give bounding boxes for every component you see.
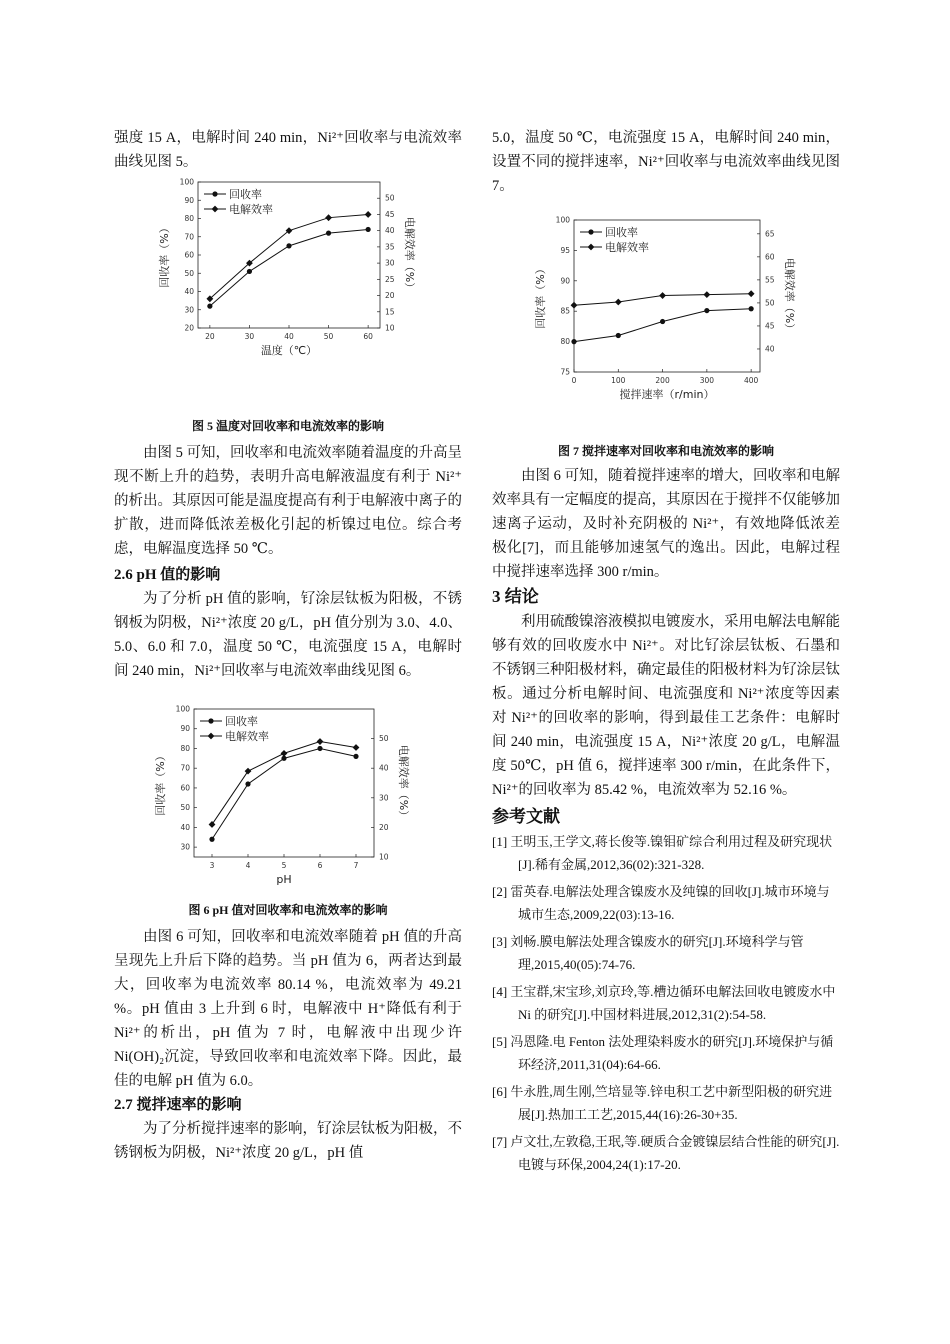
legend-label: 回收率 <box>229 188 262 201</box>
legend-marker <box>588 229 593 234</box>
data-point <box>615 299 622 306</box>
fig6-caption: 图 6 pH 值对回收率和电流效率的影响 <box>188 903 388 917</box>
y2-tick-label: 30 <box>379 793 389 803</box>
series-line-recovery <box>212 748 356 839</box>
y2-tick-label: 60 <box>765 252 775 262</box>
y-axis-label: 回收率（%） <box>158 222 171 288</box>
x-tick-label: 6 <box>317 861 323 870</box>
data-point <box>748 290 755 297</box>
data-point <box>749 306 754 311</box>
y2-tick-label: 50 <box>385 193 395 203</box>
y-tick-label: 80 <box>180 743 190 753</box>
references-list <box>492 830 840 1176</box>
x-tick-label: 20 <box>205 332 215 341</box>
fig5-caption: 图 5 温度对回收率和电流效率的影响 <box>191 419 384 433</box>
heading-3-conclusion: 3 结论 <box>492 587 539 606</box>
data-point <box>616 333 621 338</box>
data-point <box>317 746 322 751</box>
legend-marker <box>212 206 219 213</box>
plot-frame <box>198 182 380 328</box>
data-point <box>317 738 324 745</box>
x-axis-label: 温度（℃） <box>260 344 318 357</box>
y-tick-label: 95 <box>560 245 570 255</box>
heading-2-6: 2.6 pH 值的影响 <box>114 567 221 583</box>
heading-2-7: 2.7 搅拌速率的影响 <box>114 1097 242 1113</box>
para-right-0: 5.0，温度 50 ℃，电流强度 15 A，电解时间 240 min，设置不同的搅拌速率，Ni²⁺回收率与电流效率曲线见图 7。 <box>492 130 840 194</box>
y2-tick-label: 35 <box>385 242 395 252</box>
y-tick-label: 60 <box>180 783 190 793</box>
x-tick-label: 4 <box>245 861 251 870</box>
data-point <box>286 243 291 248</box>
y-tick-label: 90 <box>560 276 570 286</box>
x-tick-label: 40 <box>284 332 294 341</box>
y2-axis-label: 电解效率（%） <box>783 257 796 335</box>
data-point <box>366 227 371 232</box>
y2-tick-label: 50 <box>379 734 389 744</box>
legend-label: 电解效率 <box>229 203 273 216</box>
para-right-2: 利用硫酸镍溶液模拟电镀废水，采用电解法电解能够有效的回收废水中 Ni²⁺。对比钌涂层钛板、石墨和不锈钢三种阳极材料，确定最佳的阳极材料为钌涂层钛板。通过分析电解时间、电流强度和 Ni²⁺浓度等因素对 Ni²⁺的回收率的影响，得到最佳工艺条件：电解时间 240 min，电流强度 15 A，Ni²⁺浓度 20 g/L，电解温度 50℃，pH 值 6，搅拌速率 300 r/min，在此条件下，Ni²⁺的回收率为 85.42 %，电流效率为 52.16 %。 <box>492 614 840 798</box>
y-tick-label: 80 <box>184 214 194 223</box>
legend-label: 回收率 <box>225 715 258 728</box>
legend-marker <box>208 733 215 740</box>
legend-label: 回收率 <box>605 226 638 239</box>
para-left-4: 为了分析搅拌速率的影响，钌涂层钛板为阳极，不锈钢板为阴极，Ni²⁺浓度 20 g/L，pH 值 <box>114 1121 462 1161</box>
plot-frame <box>194 709 374 857</box>
data-point <box>571 339 576 344</box>
y2-tick-label: 10 <box>379 852 389 862</box>
reference-item: [3] 刘畅.膜电解法处理含镍废水的研究[J].环境科学与管理,2015,40(05):74-76. <box>492 934 804 972</box>
x-tick-label: 300 <box>699 376 715 385</box>
y-tick-label: 80 <box>560 337 570 347</box>
data-point <box>326 231 331 236</box>
data-point <box>325 214 332 221</box>
x-tick-label: 3 <box>209 861 215 870</box>
y-tick-label: 20 <box>184 323 194 333</box>
y-tick-label: 90 <box>184 195 194 205</box>
figure-5 <box>114 174 462 410</box>
para-left-2: 为了分析 pH 值的影响，钌涂层钛板为阳极，不锈钢板为阴极，Ni²⁺浓度 20 g/L，pH 值分别为 3.0、4.0、5.0、6.0 和 7.0，温度 50 ℃，电流强度 15 A，电解时间 240 min，Ni²⁺回收率与电流效率曲线见图 6。 <box>114 591 462 679</box>
x-tick-label: 50 <box>323 332 334 341</box>
reference-item: [1] 王明玉,王学文,蒋长俊等.镍钼矿综合利用过程及研究现状[J].稀有金属,2012,36(02):321-328. <box>492 834 833 872</box>
data-point <box>353 754 358 759</box>
y2-tick-label: 30 <box>385 258 395 268</box>
figure-6 <box>114 697 462 893</box>
right-column <box>492 126 840 1180</box>
y-tick-label: 40 <box>184 287 194 296</box>
data-point <box>207 304 212 309</box>
data-point <box>571 302 578 309</box>
data-point <box>247 269 252 274</box>
y-tick-label: 30 <box>184 305 194 315</box>
y2-tick-label: 20 <box>379 822 389 832</box>
series-line-recovery <box>574 309 751 342</box>
y2-tick-label: 50 <box>765 298 775 308</box>
y2-axis-label: 电解效率（%） <box>397 744 410 822</box>
series-line-efficiency <box>210 214 368 298</box>
y-tick-label: 70 <box>180 763 190 773</box>
y2-tick-label: 15 <box>385 307 395 317</box>
left-column <box>114 126 462 1165</box>
legend-label: 电解效率 <box>605 241 649 254</box>
data-point <box>245 768 252 775</box>
y-tick-label: 75 <box>560 367 570 377</box>
series-line-recovery <box>210 229 368 306</box>
reference-item: [7] 卢文壮,左敦稳,王珉,等.硬质合金镀镍层结合性能的研究[J].电镀与环保,2004,24(1):17-20. <box>492 1134 840 1172</box>
para-left-3: 由图 6 可知，回收率和电流效率随着 pH 值的升高呈现先上升后下降的趋势。当 pH 值为 6，两者达到最大，回收率为电流效率 80.14 %，电流效率为 49.21 %。pH 值由 3 上升到 6 时，电解液中 H⁺降低有利于 Ni²⁺的析出，pH 值为 7 时，电解液中出现少许 Ni(OH)₂沉淀，导致回收率和电流效率下降。因此，最佳的电解 pH 值为 6.0。 <box>114 929 462 1089</box>
references-title: 参考文献 <box>492 807 560 826</box>
reference-item: [5] 冯恩隆.电 Fenton 法处理染料废水的研究[J].环境保护与循环经济,2011,31(04):64-66. <box>492 1034 834 1072</box>
x-axis-label: 搅拌速率（r/min） <box>619 388 715 401</box>
reference-item: [6] 牛永胜,周生刚,竺培显等.锌电积工艺中新型阳极的研究进展[J].热加工工艺,2015,44(16):26-30+35. <box>492 1084 833 1122</box>
reference-item: [2] 雷英春.电解法处理含镍废水及纯镍的回收[J].城市环境与城市生态,2009,22(03):13-16. <box>492 884 830 922</box>
data-point <box>659 292 666 299</box>
y-tick-label: 50 <box>184 268 194 278</box>
y-tick-label: 100 <box>175 704 190 714</box>
y2-tick-label: 25 <box>385 274 395 284</box>
legend-marker <box>212 191 217 196</box>
y-tick-label: 90 <box>180 724 190 734</box>
y-tick-label: 85 <box>560 306 570 316</box>
x-tick-label: 0 <box>571 376 577 385</box>
x-tick-label: 5 <box>281 861 287 870</box>
y-tick-label: 100 <box>555 215 570 225</box>
data-point <box>703 291 710 298</box>
chart-fig5 <box>114 174 462 410</box>
data-point <box>209 837 214 842</box>
x-axis-label: pH <box>276 873 292 886</box>
legend-marker <box>208 718 213 723</box>
data-point <box>245 781 250 786</box>
x-tick-label: 7 <box>353 861 359 870</box>
y-tick-label: 60 <box>184 250 194 260</box>
reference-item: [4] 王宝群,宋宝珍,刘京玲,等.槽边循环电解法回收电镀废水中 Ni 的研究[J].中国材料进展,2012,31(2):54-58. <box>492 984 836 1022</box>
plot-frame <box>574 220 760 372</box>
figure-7 <box>492 212 840 430</box>
data-point <box>281 750 288 757</box>
chart-fig6 <box>114 697 462 893</box>
y-tick-label: 30 <box>180 842 190 852</box>
y2-tick-label: 55 <box>765 275 775 285</box>
y2-tick-label: 20 <box>385 291 395 301</box>
para-left-1: 由图 5 可知，回收率和电流效率随着温度的升高呈现不断上升的趋势，表明升高电解液温度有利于 Ni²⁺的析出。其原因可能是温度提高有利于电解液中离子的扩散，进而降低浓差极化引起的析镍过电位。综合考虑，电解温度选择 50 ℃。 <box>114 445 462 557</box>
legend-label: 电解效率 <box>225 730 269 743</box>
x-tick-label: 60 <box>363 332 373 341</box>
para-left-0: 强度 15 A，电解时间 240 min，Ni²⁺回收率与电流效率曲线见图 5。 <box>114 130 462 170</box>
legend-marker <box>588 244 595 251</box>
y2-tick-label: 40 <box>765 344 775 354</box>
y-tick-label: 50 <box>180 803 190 813</box>
data-point <box>353 744 360 751</box>
y-tick-label: 100 <box>179 177 194 187</box>
y2-tick-label: 40 <box>385 226 395 236</box>
y-tick-label: 70 <box>184 232 194 242</box>
y2-tick-label: 10 <box>385 323 395 333</box>
y2-tick-label: 45 <box>385 209 395 219</box>
x-tick-label: 30 <box>244 332 255 341</box>
y2-tick-label: 45 <box>765 321 775 331</box>
para-right-1: 由图 6 可知，随着搅拌速率的增大，回收率和电解效率具有一定幅度的提高，其原因在于搅拌不仅能够加速离子运动，及时补充阴极的 Ni²⁺，有效地降低浓差极化[7]，而且能够加速氢气的逸出。因此，电解过程中搅拌速率选择 300 r/min。 <box>492 468 840 580</box>
fig7-caption: 图 7 搅拌速率对回收率和电流效率的影响 <box>557 444 774 458</box>
chart-fig7 <box>492 212 840 430</box>
y-axis-label: 回收率（%） <box>534 263 547 329</box>
y2-axis-label: 电解效率（%） <box>403 216 416 294</box>
data-point <box>704 308 709 313</box>
x-tick-label: 200 <box>655 376 670 385</box>
x-tick-label: 100 <box>611 376 626 385</box>
y2-tick-label: 40 <box>379 763 389 773</box>
data-point <box>660 319 665 324</box>
y-axis-label: 回收率（%） <box>154 750 167 816</box>
data-point <box>209 821 216 828</box>
y-tick-label: 40 <box>180 822 190 832</box>
x-tick-label: 400 <box>743 376 759 385</box>
data-point <box>365 211 372 218</box>
y2-tick-label: 65 <box>765 229 775 239</box>
